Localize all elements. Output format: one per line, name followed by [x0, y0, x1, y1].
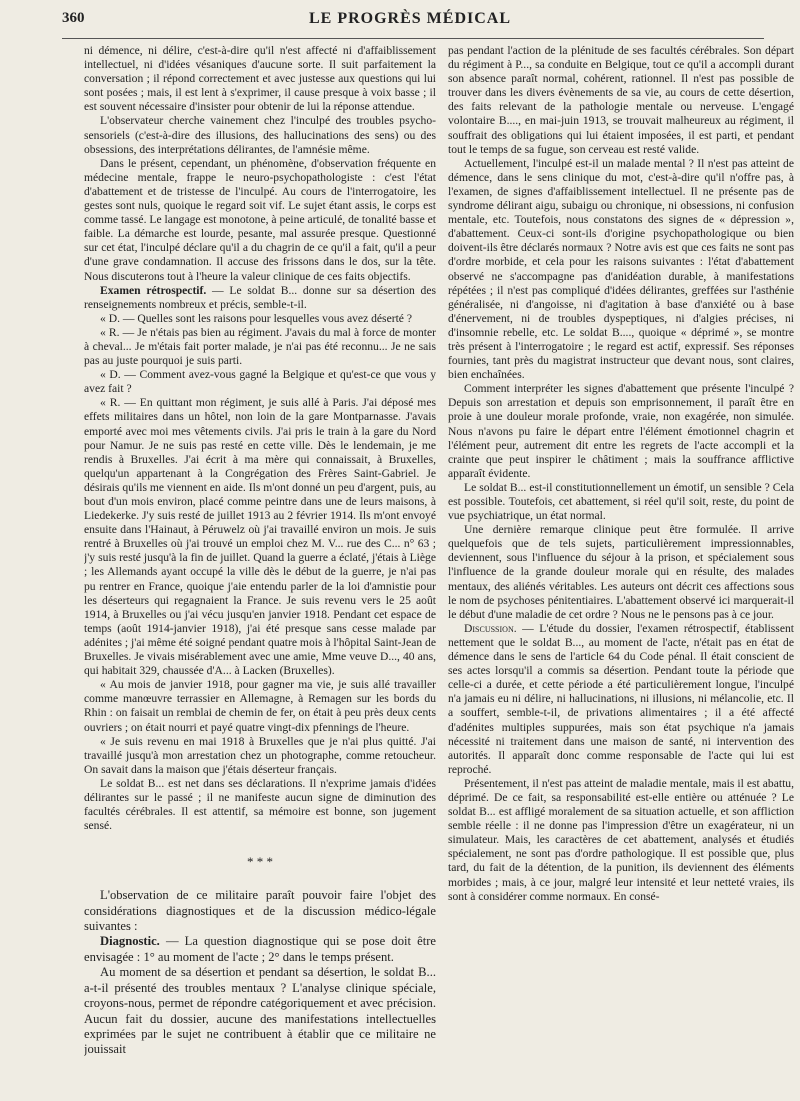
diagnostic-paragraph: [84, 934, 436, 965]
exam-label: Examen rétrospectif.: [100, 283, 207, 297]
exam-paragraph: [84, 284, 436, 312]
section-separator: * * *: [247, 854, 273, 870]
dialogue-answer: « Au mois de janvier 1918, pour gagner ma vie, je suis allé travailler comme manœuvre terrassier en Allemagne, à Remagen sur les bords du Rhin : on faisait un remblai de chemin de fer, on était à peu près deux cents ouvriers ; on était nourri et payé quatre vingt-dix pfennings de l'heure.: [84, 678, 436, 734]
paragraph: Une dernière remarque clinique peut être formulée. Il arrive quelquefois que de tels sujets, particulièrement impressionnables, deviennent, sous l'influence du séjour à la prison, et spécialement sous l'influence de la grande douleur morale qui en résulte, des malades mentaux, des aliénés véritables. Les auteurs ont décrit ces affections sous le nom de psychoses pénitentiaires. L'abattement observé ici marquerait-il le début d'une maladie de cet ordre ? Nous ne le pensons pas à ce jour.: [448, 523, 794, 621]
dialogue-answer: « Je suis revenu en mai 1918 à Bruxelles que je n'ai plus quitté. J'ai travaillé jusqu'à mon arrestation chez un photographe, comme retoucheur. On savait dans la maison que j'étais déserteur français.: [84, 734, 436, 776]
left-column: [84, 44, 436, 1084]
paragraph: L'observateur cherche vainement chez l'inculpé des troubles psycho-sensoriels (c'est-à-dire des illusions, des hallucinations des sens) ou des obsessions, des interprétations délirantes, de l'amnésie même.: [84, 114, 436, 156]
dialogue-question: « D. — Comment avez-vous gagné la Belgique et qu'est-ce que vous y avez fait ?: [84, 368, 436, 396]
dialogue-question: « D. — Quelles sont les raisons pour lesquelles vous avez déserté ?: [100, 311, 412, 325]
paragraph: Présentement, il n'est pas atteint de maladie mentale, mais il est abattu, déprimé. De ce fait, sa responsabilité est-elle entière ou atténuée ? Le soldat B... est affligé moralement de sa situation actuelle, et son affliction semble réelle : il ne donne pas l'impression d'être un exagérateur, ni un simulateur. Mais, les caractères de cet abattement, analysés et étudiés spécialement, ne sont pas d'ordre pathologique. Il est possible que, plus tard, du fait de la détention, de la punition, ils deviennent des éléments morbides ; mais, à ce jour, malgré leur intensité et leur netteté vraies, ils sont à considérer comme normaux. En consé-: [448, 776, 794, 903]
paragraph: Au moment de sa désertion et pendant sa désertion, le soldat B... a-t-il présenté des troubles mentaux ? L'analyse clinique spéciale, croyons-nous, permet de répondre catégoriquement et avec précision. Aucun fait du dossier, aucune des manifestations intellectuelles exprimées par le sujet ne contribuent à établir que ce militaire ne jouissait: [84, 965, 436, 1057]
running-title: LE PROGRÈS MÉDICAL: [308, 10, 512, 27]
header-rule: [62, 38, 764, 39]
diagnostic-text: — La question diagnostique qui se pose doit être envisagée : 1° au moment de l'acte ; 2° dans le temps présent.: [84, 934, 436, 964]
dialogue-answer: « R. — En quittant mon régiment, je suis allé à Paris. J'ai déposé mes effets militaires dans un hôtel, non loin de la gare Montparnasse. J'avais emporté avec moi mes vêtements civils. J'ai pris le train à la gare du Nord pour Namur. Je ne suis pas resté en cette ville. Dès le lendemain, je me rendis à Bruxelles. J'ai écrit à ma mère qui connaissait, à Bruxelles, quelqu'un appartenant à la Congrégation des Frères Saint-Gabriel. Je désirais qu'ils me viennent en aide. Ils m'ont donné un peu d'argent, puis, au bout d'un mois environ, placé comme peintre dans une de leurs maisons, à Liedekerke. J'y suis resté de juillet 1913 au 2 février 1914. Ils m'ont envoyé ensuite dans l'Hainaut, à Péruwelz où j'ai travaillé environ un mois. Je suis rentré à Bruxelles où j'ai trouvé un emploi chez M. V... rue des C... n° 63 ; j'y suis resté jusqu'à la fin de juillet. Quand la guerre a éclaté, j'étais à Liège ; les Allemands ayant occupé la ville dès le début de la guerre, je n'ai pas pu rentrer en France, quoique j'aie entendu parler de la loi d'amnistie pour les déserteurs qui regagnaient la France. Je suis revenu vers le 25 août 1914, à Bruxelles ou j'ai vécu jusqu'en janvier 1918. Pendant cet espace de temps (août 1914-janvier 1918), j'ai été presque sans cesse malade par adénites ; j'ai même été soigné pendant quatre mois à l'hôpital Saint-Jean de Bruxelles. Je vivais misérablement avec une amie, Mme veuve D..., 40 ans, qui habitait 329, chaussée d'A... à Lacken (Bruxelles).: [84, 396, 436, 678]
paragraph: pas pendant l'action de la plénitude de ses facultés cérébrales. Son départ du régiment à P..., sa conduite en Belgique, tout ce qu'il a accompli durant son absence paraît normal, cohérent, rationnel. Il n'est pas possible de trouver dans les divers évènements de sa vie, au cours de cette désertion, des faits relevant de la pathologie mentale ou nerveuse. L'engagé volontaire B...., en mai-juin 1913, se trouvait malheureux au régiment, il souffrait des obligations qui lui étaient imposées, il est parti, et pendant tout le temps de sa fugue, son cerveau est resté valide.: [448, 44, 794, 156]
discussion-text: — L'étude du dossier, l'examen rétrospectif, établissent nettement que le soldat B..., au moment de l'acte, n'était pas en état de démence dans le sens de l'article 64 du Code pénal. Il était conscient de ses actes lorsqu'il a commis sa désertion. Pendant toute la période que celle-ci a durée, et cette période a été particulièrement longue, l'inculpé n'a jamais eu ni délire, ni hallucinations, ni illusions, ni mélancolie, etc. Il a souffert, semble-t-il, de privations alimentaires ; il a été affecté d'adénites multiples suppurées, mais son état psychique n'a jamais nécessité ni traitement dans une maison de santé, ni intervention des autorités. Il apparaît donc comme responsable de l'acte qui lui est reproché.: [448, 621, 794, 776]
exam-text: — Le soldat B... donne sur sa désertion des renseignements nombreux et précis, semble-t-il.: [84, 283, 436, 311]
page-number: 360: [62, 10, 85, 26]
dialogue-answer: « R. — Je n'étais pas bien au régiment. J'avais du mal à force de monter à cheval... Je m'étais fait porter malade, je n'ai pas été reconnu... Je ne sais pas au juste pourquoi je suis parti.: [84, 325, 436, 368]
paragraph: Le soldat B... est net dans ses déclarations. Il n'exprime jamais d'idées délirantes sur le passé ; il ne manifeste aucun signe de diminution des facultés cérébrales. Il est attentif, sa mémoire est bonne, son jugement sensé.: [84, 776, 436, 833]
paragraph: L'observation de ce militaire paraît pouvoir faire l'objet des considérations diagnostiques et de la discussion médico-légale suivantes :: [84, 888, 436, 934]
paragraph: Le soldat B... est-il constitutionnellement un émotif, un sensible ? Cela est possible. Toutefois, cet abattement, si réel qu'il soit, reste, du point de vue psychiatrique, un état normal.: [448, 480, 794, 523]
discussion-paragraph: [448, 622, 794, 777]
paragraph: Dans le présent, cependant, un phénomène, d'observation fréquente en médecine mentale, frappe le neuro-psychopathologiste : c'est l'état d'abattement et de tristesse de l'inculpé. Au cours de l'interrogatoire, les gestes sont nuls, quoique le regard soit vif. Le sujet étant assis, le corps est comme tassé. Le langage est monotone, à peine articulé, de tonalité basse et faible. La démarche est lourde, pesante, mal assurée presque. Questionné sur cet état, l'inculpé déclare qu'il a du chagrin de ce qu'il a fait, qu'il a peur d'une grave condamnation. Il accuse des frissons dans le dos, sur la tête. Nous discuterons tout à l'heure la valeur clinique de ces faits objectifs.: [84, 156, 436, 283]
paragraph: Actuellement, l'inculpé est-il un malade mental ? Il n'est pas atteint de démence, dans le sens clinique du mot, c'est-à-dire qu'il n'offre pas, à l'examen, de signes d'affaiblissement intellectuel. Il ne présente pas de syndrome délirant aigu, subaigu ou chronique, ni obsessions, ni confusion mentale, etc. Toutefois, nous constatons des signes de « dépression », d'abattement. Ceux-ci sont-ils d'origine psychopathologique ou bien doivent-ils être déclarés normaux ? Notre avis est que ces faits ne sont pas d'ordre morbide, et cela pour les raisons suivantes : l'état d'abattement observé ne s'accompagne pas d'anidéation durable, à manifestations répétées ; il n'est pas compliqué d'idées délirantes, greffées sur l'asthénie généralisée, ni d'angoisse, ni d'agitation à base d'anxiété ou à base d'énervement, ni de troubles dyspeptiques, ni d'algies précises, ni d'insomnie rebelle, etc. Le soldat B...., quoique « déprimé », se montre très présent à l'interrogatoire ; le regard est actif, expressif. Ses réponses fournies, tant près du magistrat instructeur que devant nous, sont claires, bien enchaînées.: [448, 156, 794, 382]
right-column: [448, 44, 794, 1084]
paragraph: Comment interpréter les signes d'abattement que présente l'inculpé ? Depuis son arrestation et depuis son emprisonnement, il paraît être en proie à une douleur morale profonde, vraie, non exagérée, non simulée. Nous n'avons pu faire le départ entre l'élément émotionnel chagrin et l'élément peur, autrement dit entre les regrets de l'acte accompli et la crainte que peut inspirer le châtiment ; mais la souffrance afflictive apparaît évidente.: [448, 382, 794, 480]
discussion-label: Discussion.: [464, 621, 517, 635]
diagnostic-label: Diagnostic.: [100, 934, 160, 949]
large-type-section: [84, 888, 436, 1057]
paragraph: ni démence, ni délire, c'est-à-dire qu'il n'est affecté ni d'affaiblissement intellectuel, ni d'idées vésaniques d'aucune sorte. Il suit parfaitement la conversation ; il répond correctement et avec justesse aux questions qui lui sont posées ; mais, il est lent à s'exprimer, il cause presque à voix basse ; il est souvent nécessaire d'insister pour obtenir de lui la réponse attendue.: [84, 44, 436, 114]
page-header: [56, 6, 764, 32]
